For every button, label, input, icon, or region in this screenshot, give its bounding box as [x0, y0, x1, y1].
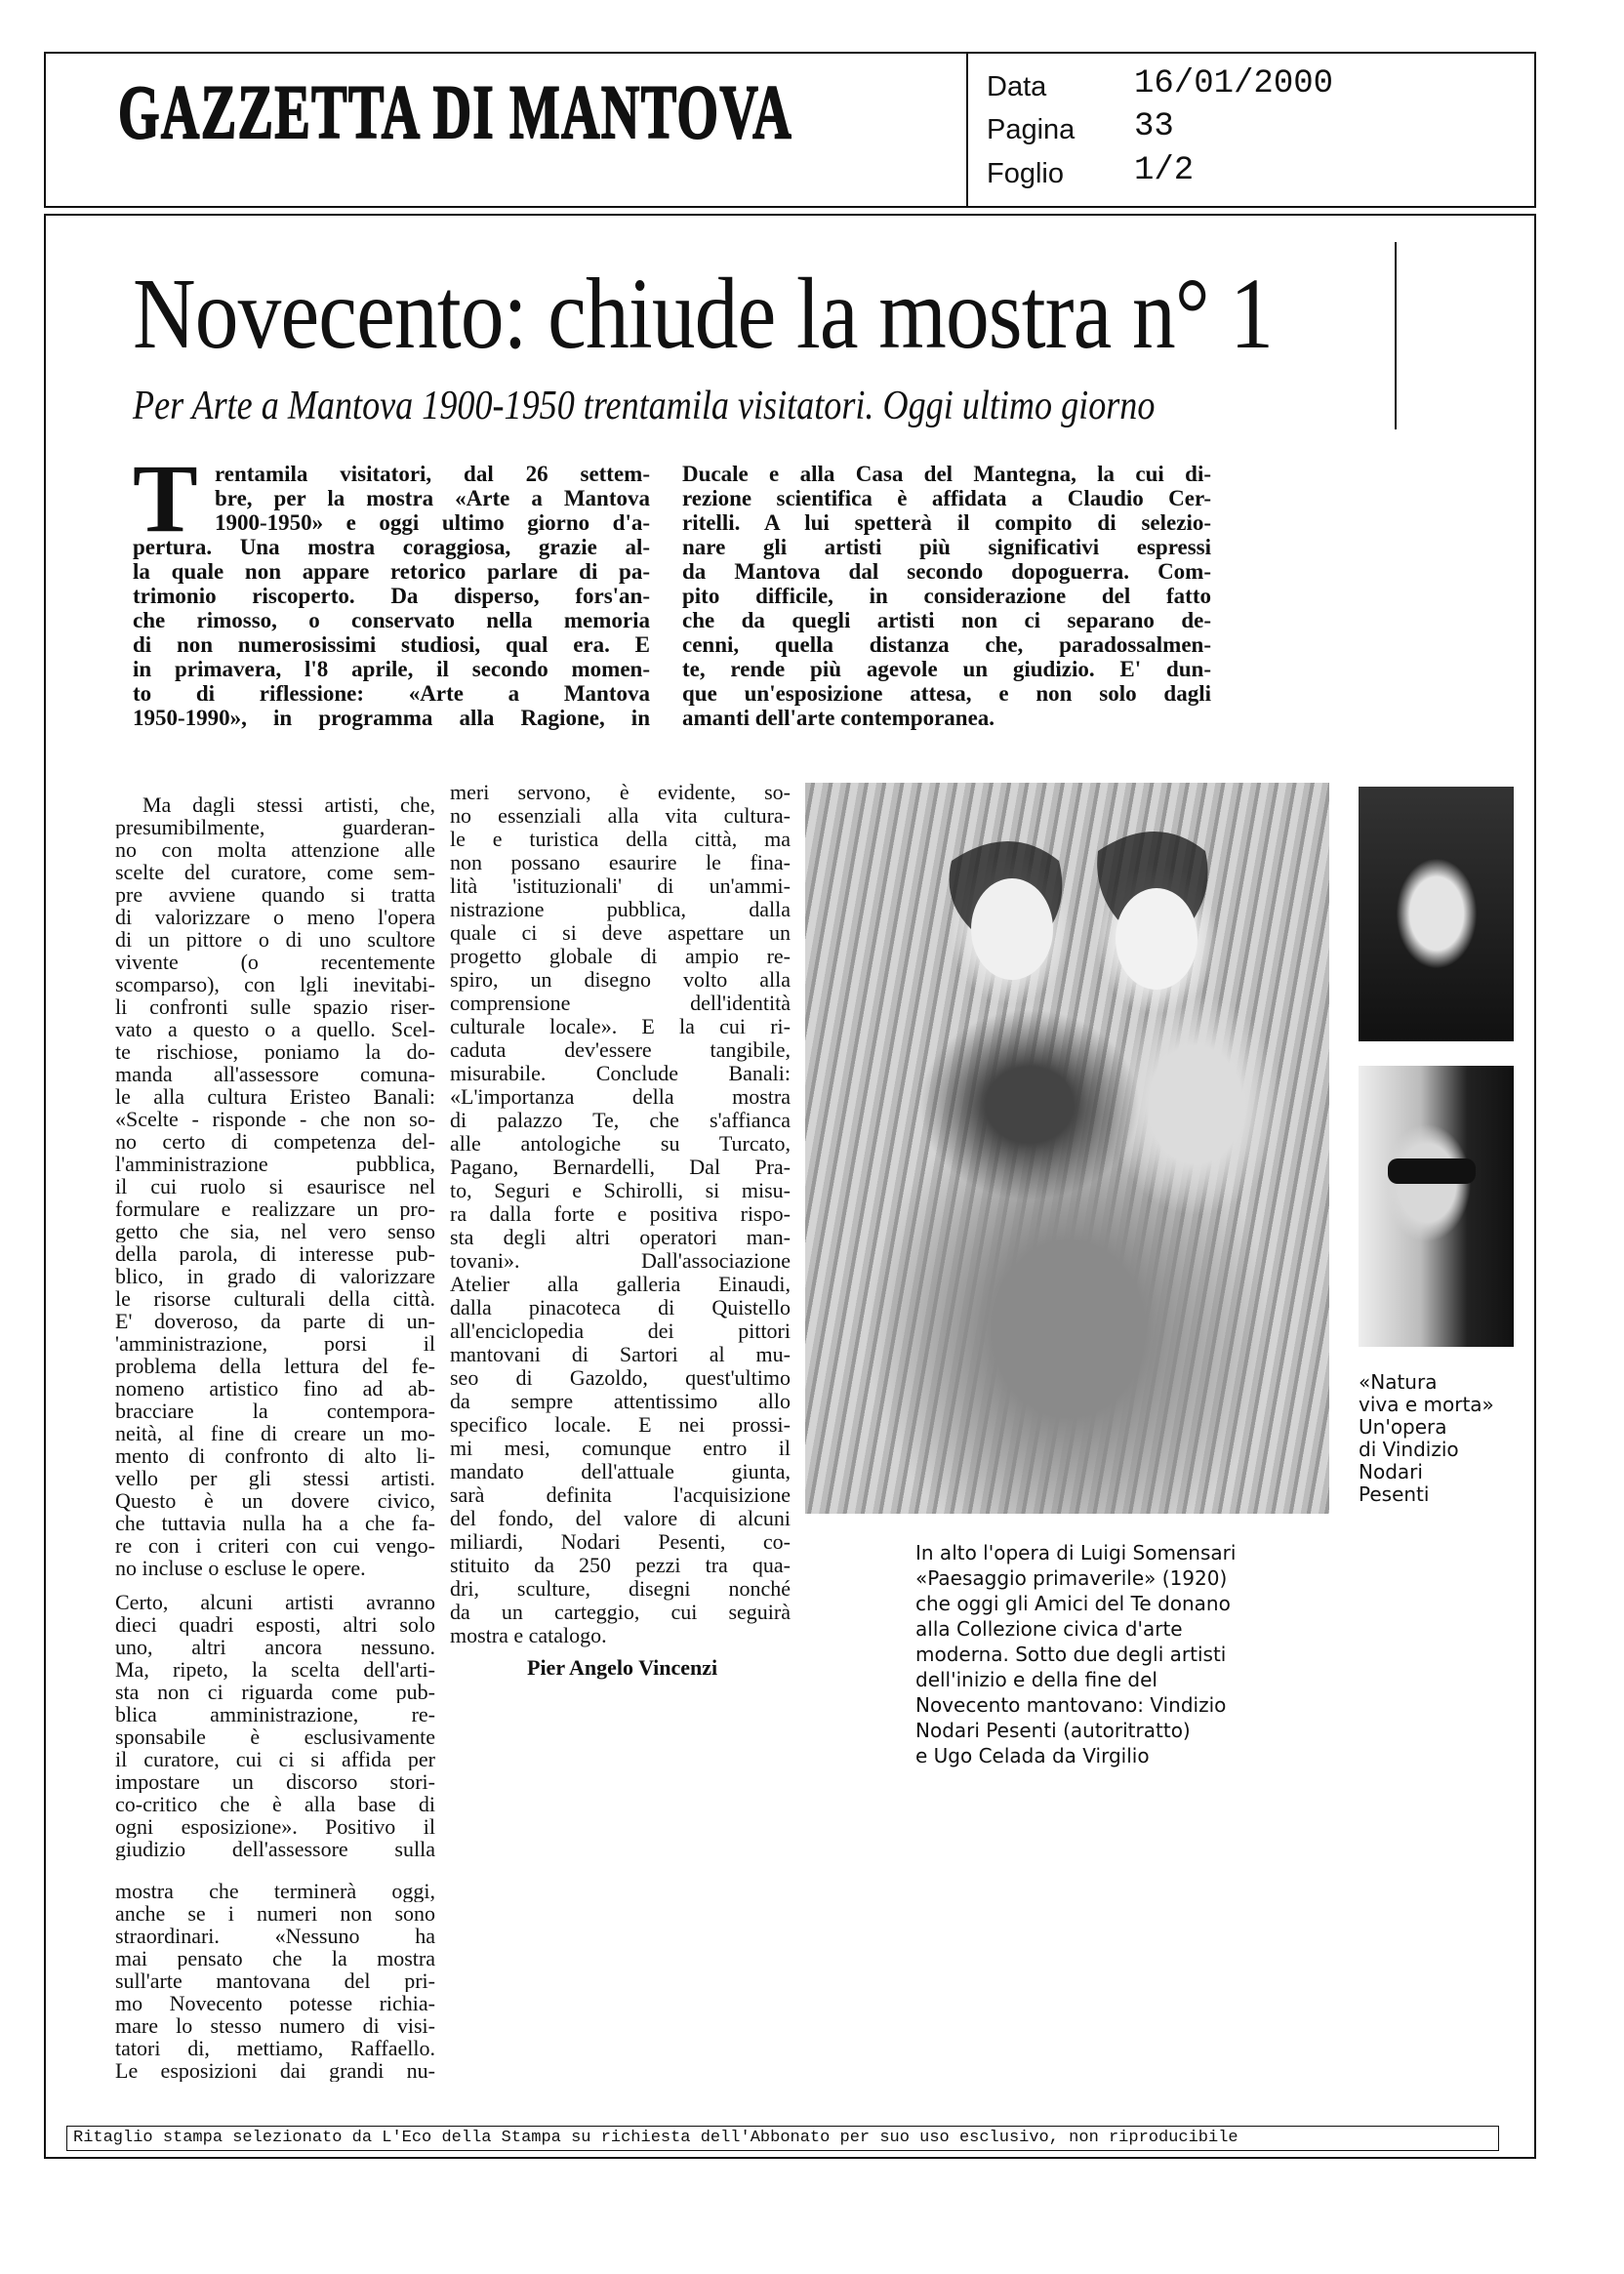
text-line: lità 'istituzionali' di un'ammi-: [450, 874, 791, 898]
text-line: uno, altri ancora nessuno.: [115, 1636, 435, 1658]
text-line: non possano esaurire le fina-: [450, 851, 791, 874]
author-byline: Pier Angelo Vincenzi: [527, 1655, 718, 1680]
text-line: no con molta attenzione alle: [115, 838, 435, 861]
body-column-1-paragraph-3: [115, 1880, 435, 2082]
headline-rule: [1395, 242, 1397, 429]
text-line: «Paesaggio primaverile» (1920): [915, 1566, 1228, 1590]
text-line: Pesenti: [1359, 1482, 1430, 1506]
text-line: ogni esposizione». Positivo il: [115, 1815, 435, 1838]
body-column-2: [450, 781, 791, 1647]
text-line: «Scelte - risponde - che non so-: [115, 1108, 435, 1130]
text-line: blico, in grado di valorizzare: [115, 1265, 435, 1287]
text-line: mi mesi, comunque entro il: [450, 1437, 791, 1460]
text-line: «L'importanza della mostra: [450, 1085, 791, 1109]
main-photo-caption: [915, 1540, 1286, 1768]
lead-column-1: [133, 444, 650, 730]
text-line: bre, per la mostra «Arte a Mantova: [215, 486, 650, 510]
date-label: Data: [987, 71, 1047, 102]
text-line: da sempre attentissimo allo: [450, 1390, 791, 1413]
text-line: tovani». Dall'associazione: [450, 1249, 791, 1273]
page-label: Pagina: [987, 114, 1076, 145]
date-value: 16/01/2000: [1134, 65, 1334, 102]
text-line: impostare un discorso stori-: [115, 1770, 435, 1793]
text-line: Ma, ripeto, la scelta dell'arti-: [115, 1658, 435, 1681]
text-line: sta degli altri operatori man-: [450, 1226, 791, 1249]
text-line: dalla pinacoteca di Quistello: [450, 1296, 791, 1320]
text-line: no essenziali alla vita cultura-: [450, 804, 791, 828]
text-line: l'amministrazione pubblica,: [115, 1153, 435, 1175]
text-line: culturale locale». E la cui ri-: [450, 1015, 791, 1038]
portrait-ugo-celada-image: [1359, 1066, 1514, 1347]
text-line: in primavera, l'8 aprile, il secondo momen-: [133, 657, 650, 681]
text-line: amanti dell'arte contemporanea.: [682, 706, 995, 730]
text-line: meri servono, è evidente, so-: [450, 781, 791, 804]
text-line: no incluse o escluse le opere.: [115, 1557, 366, 1579]
text-line: mo Novecento potesse richia-: [115, 1992, 435, 2014]
text-line: nistrazione pubblica, dalla: [450, 898, 791, 921]
text-line: vato a questo o a quello. Scel-: [115, 1018, 435, 1040]
text-line: In alto l'opera di Luigi Somensari: [915, 1541, 1237, 1564]
text-line: mare lo stesso numero di visi-: [115, 2014, 435, 2037]
text-line: to, Seguri e Schirolli, si misu-: [450, 1179, 791, 1202]
text-line: rezione scientifica è affidata a Claudio Cer-: [682, 486, 1211, 510]
text-line: Atelier alla galleria Einaudi,: [450, 1273, 791, 1296]
sheet-label: Foglio: [987, 158, 1064, 189]
text-line: sta non ci riguarda come pub-: [115, 1681, 435, 1703]
text-line: que un'esposizione attesa, e non solo dagli: [682, 681, 1211, 706]
page-value: 33: [1134, 108, 1174, 145]
text-line: 1900-1950» e oggi ultimo giorno d'a-: [215, 510, 650, 535]
text-line: le risorse culturali della città.: [115, 1287, 435, 1310]
text-line: mantovani di Sartori al mu-: [450, 1343, 791, 1366]
text-line: bracciare la contempora-: [115, 1400, 435, 1422]
text-line: formulare e realizzare un pro-: [115, 1198, 435, 1220]
text-line: specifico locale. E nei prossi-: [450, 1413, 791, 1437]
text-line: il cui ruolo si esaurisce nel: [115, 1175, 435, 1198]
text-line: re con i criteri con cui vengo-: [115, 1534, 435, 1557]
text-line: dell'inizio e della fine del: [915, 1668, 1157, 1691]
text-line: della parola, di interesse pub-: [115, 1242, 435, 1265]
text-line: Pagano, Bernardelli, Dal Pra-: [450, 1156, 791, 1179]
text-line: che rimosso, o conservato nella memoria: [133, 608, 650, 632]
text-line: all'enciclopedia dei pittori: [450, 1320, 791, 1343]
text-line: Certo, alcuni artisti avranno: [115, 1591, 435, 1613]
text-line: cenni, quella distanza che, paradossalmen-: [682, 632, 1211, 657]
text-line: mento di confronto di alto li-: [115, 1444, 435, 1467]
text-line: straordinari. «Nessuno ha: [115, 1925, 435, 1947]
text-line: Questo è un dovere civico,: [115, 1489, 435, 1512]
text-line: ra dalla forte e positiva rispo-: [450, 1202, 791, 1226]
text-line: caduta dev'essere tangibile,: [450, 1038, 791, 1062]
text-line: li confronti sulle spazio riser-: [115, 995, 435, 1018]
text-line: che tuttavia nulla ha a che fa-: [115, 1512, 435, 1534]
text-line: manda all'assessore comuna-: [115, 1063, 435, 1085]
text-line: ritelli. A lui spetterà il compito di selezio-: [682, 510, 1211, 535]
self-portrait-nodari-pesenti-image: [1359, 787, 1514, 1041]
text-line: miliardi, Nodari Pesenti, co-: [450, 1530, 791, 1554]
body-column-1-paragraph-1: [115, 793, 435, 1579]
headline: Novecento: chiude la mostra n° 1: [133, 258, 1274, 370]
text-line: scomparso), con lgli inevitabi-: [115, 973, 435, 995]
text-line: rentamila visitatori, dal 26 settem-: [215, 462, 650, 486]
text-line: che oggi gli Amici del Te donano: [915, 1592, 1231, 1615]
text-line: nomeno artistico fino ad ab-: [115, 1377, 435, 1400]
text-line: giudizio dell'assessore sulla: [115, 1838, 435, 1860]
text-line: mostra che terminerà oggi,: [115, 1880, 435, 1902]
text-line: alla Collezione civica d'arte: [915, 1617, 1183, 1641]
text-line: vivente (o recentemente: [115, 951, 435, 973]
text-line: neità, al fine di creare un mo-: [115, 1422, 435, 1444]
text-line: di Vindizio: [1359, 1438, 1459, 1461]
text-line: presumibilmente, guarderan-: [115, 816, 435, 838]
text-line: vello per gli stessi artisti.: [115, 1467, 435, 1489]
text-line: mandato dell'attuale giunta,: [450, 1460, 791, 1483]
text-line: problema della lettura del fe-: [115, 1355, 435, 1377]
text-line: getto che sia, nel vero senso: [115, 1220, 435, 1242]
text-line: sponsabile è esclusivamente: [115, 1726, 435, 1748]
text-line: e Ugo Celada da Virgilio: [915, 1744, 1150, 1767]
text-line: pre avviene quando si tratta: [115, 883, 435, 906]
text-line: dri, sculture, disegni nonché: [450, 1577, 791, 1601]
sunglasses-shape: [1388, 1158, 1476, 1184]
text-line: Le esposizioni dai grandi nu-: [115, 2059, 435, 2082]
text-line: il curatore, cui ci si affida per: [115, 1748, 435, 1770]
text-line: di un pittore o di uno scultore: [115, 928, 435, 951]
text-line: le alla cultura Eristeo Banali:: [115, 1085, 435, 1108]
text-line: mai pensato che la mostra: [115, 1947, 435, 1969]
text-line: E' doveroso, da parte di un-: [115, 1310, 435, 1332]
text-line: misurabile. Conclude Banali:: [450, 1062, 791, 1085]
text-line: spiro, un disegno volto alla: [450, 968, 791, 992]
text-line: Ducale e alla Casa del Mantegna, la cui di-: [682, 462, 1211, 486]
text-line: Novecento mantovano: Vindizio: [915, 1693, 1227, 1717]
painting-paesaggio-primaverile-image: [805, 783, 1329, 1514]
text-line: pertura. Una mostra coraggiosa, grazie al-: [133, 535, 650, 559]
text-line: sarà definita l'acquisizione: [450, 1483, 791, 1507]
text-line: le e turistica della città, ma: [450, 828, 791, 851]
text-line: 1950-1990», in programma alla Ragione, in: [133, 706, 650, 730]
text-line: mostra e catalogo.: [450, 1624, 607, 1647]
text-line: del fondo, del valore di alcuni: [450, 1507, 791, 1530]
text-line: dieci quadri esposti, altri solo: [115, 1613, 435, 1636]
text-line: te rischiose, poniamo la do-: [115, 1040, 435, 1063]
text-line: nare gli artisti più significativi espressi: [682, 535, 1211, 559]
text-line: to di riflessione: «Arte a Mantova: [133, 681, 650, 706]
text-line: «Natura: [1359, 1370, 1438, 1394]
painting-figures-illustration: [805, 783, 1329, 1514]
text-line: 'amministrazione, porsi il: [115, 1332, 435, 1355]
text-line: anche se i numeri non sono: [115, 1902, 435, 1925]
text-line: blica amministrazione, re-: [115, 1703, 435, 1726]
text-line: stituito da 250 pezzi tra qua-: [450, 1554, 791, 1577]
text-line: te, rende più agevole un giudizio. E' dun-: [682, 657, 1211, 681]
sheet-value: 1/2: [1134, 152, 1195, 189]
text-line: no certo di competenza del-: [115, 1130, 435, 1153]
text-line: Ma dagli stessi artisti, che,: [142, 793, 435, 816]
text-line: di palazzo Te, che s'affianca: [450, 1109, 791, 1132]
text-line: progetto globale di ampio re-: [450, 945, 791, 968]
lead-column-2: [682, 462, 1211, 730]
text-line: tatori di, mettiamo, Raffaello.: [115, 2037, 435, 2059]
text-line: seo di Gazoldo, quest'ultimo: [450, 1366, 791, 1390]
text-line: da un carteggio, cui seguirà: [450, 1601, 791, 1624]
masthead-logo: GAZZETTA DI MANTOVA: [118, 69, 793, 154]
side-photo-caption: [1359, 1371, 1534, 1506]
drop-cap: T: [133, 444, 198, 552]
text-line: comprensione dell'identità: [450, 992, 791, 1015]
subheadline: Per Arte a Mantova 1900-1950 trentamila visitatori. Oggi ultimo giorno: [133, 384, 1156, 428]
text-line: quale ci si deve aspettare un: [450, 921, 791, 945]
text-line: da Mantova dal secondo dopoguerra. Com-: [682, 559, 1211, 584]
text-line: sull'arte mantovana del pri-: [115, 1969, 435, 1992]
text-line: scelte del curatore, come sem-: [115, 861, 435, 883]
body-column-1-paragraph-2: [115, 1591, 435, 1860]
text-line: la quale non appare retorico parlare di pa-: [133, 559, 650, 584]
text-line: Nodari Pesenti (autoritratto): [915, 1719, 1191, 1742]
text-line: co-critico che è alla base di: [115, 1793, 435, 1815]
text-line: Nodari: [1359, 1460, 1423, 1483]
press-clipping-notice: Ritaglio stampa selezionato da L'Eco della Stampa su richiesta dell'Abbonato per suo uso esclusivo, non riproducibile: [66, 2126, 1499, 2151]
text-line: di non numerosissimi studiosi, qual era. E: [133, 632, 650, 657]
text-line: moderna. Sotto due degli artisti: [915, 1643, 1227, 1666]
text-line: pito difficile, in considerazione del fatto: [682, 584, 1211, 608]
text-line: alle antologiche su Turcato,: [450, 1132, 791, 1156]
text-line: che da quegli artisti non ci separano de-: [682, 608, 1211, 632]
text-line: trimonio riscoperto. Da disperso, fors'an-: [133, 584, 650, 608]
text-line: di valorizzare o meno l'opera: [115, 906, 435, 928]
text-line: viva e morta»: [1359, 1393, 1494, 1416]
text-line: Un'opera: [1359, 1415, 1447, 1439]
